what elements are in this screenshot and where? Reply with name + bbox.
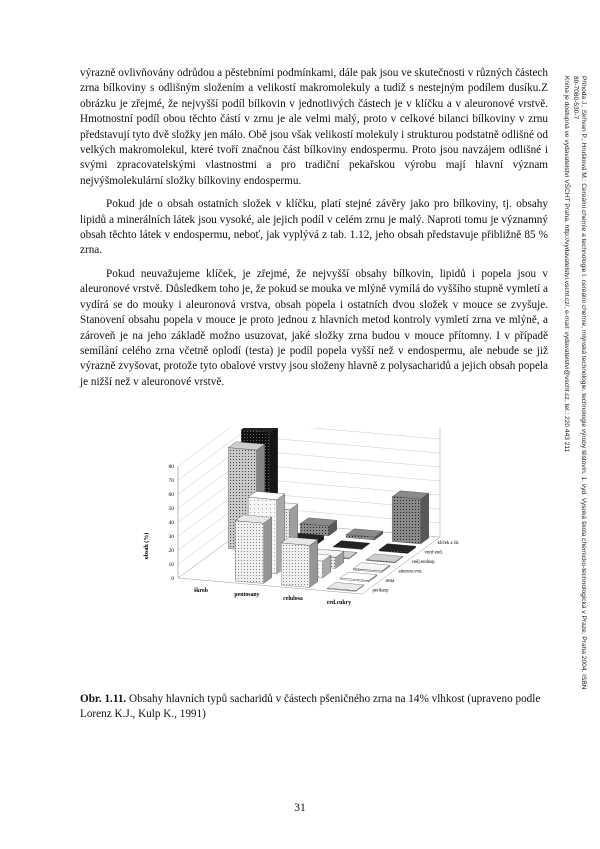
paragraph: Pokud jde o obsah ostatních složek v klíčku, platí stejné závěry jako pro bílkoviny, tj. obsahy lipidů a minerálních látek jsou vysoké, ale jejich podíl v celém zrnu je malý. Naproti tomu je významný obsah těchto látek v endospermu, neboť, jak vyplývá z tab. 1.12, jeho obsah představuje přibližně 85 % zrna. <box>80 198 548 257</box>
series-label: perikarp <box>372 588 389 594</box>
paragraph: výrazně ovlivňovány odrůdou a pěstebními podmínkami, dále pak jsou ve skutečnosti v různých částech zrna bílkoviny s odlišným složením a velikostí makromolekuly a tudíž s nestejným podílem dusíku.Z obrázku je zřejmé, že nejvyšší podíl bílkovin v jednotlivých částech je v klíčku a v aleuronové vrstvě. Hmotnostní podíl obou těchto částí v zrnu je ale velmi malý, proto v celkové bilanci bílkoviny v zrnu představují tyto dvě složky jen málo. Obě jsou však velikostí molekuly i strukturou podstatně odlišné od velkých makromolekul, které tvoří značnou část bílkoviny endospermu. Proto jsou navzájem odlišné i svými zpracovatelskými vlastnostmi a pro tradiční pekařskou výrobu mají hlavní význam nejvýšmolekulární složky bílkoviny endospermu. <box>80 67 548 187</box>
y-tick-label: 70 <box>168 478 174 484</box>
bar-perikarp-1 <box>235 515 272 584</box>
series-label: vněj.endosp. <box>411 559 436 565</box>
y-tick-label: 30 <box>168 534 174 540</box>
bar-kl-ek-a-it--1 <box>300 518 337 536</box>
side-note-line: Kniha je dostupná ve vydavatelství VŠCHT Praha, http://vydavatelstvi.vscht.cz/, e-mail: vydavatelstvi@vscht.cz, tel.: 220 443 211 <box>563 76 571 453</box>
y-axis-label: obsah (%) <box>144 532 150 560</box>
bar-kl-ek-a-it--3 <box>392 491 429 544</box>
series-label: vnitř.end. <box>424 550 443 556</box>
body-text <box>80 66 548 398</box>
figure-caption <box>80 692 548 723</box>
bar-perikarp-2 <box>281 537 318 587</box>
gridline <box>256 451 440 467</box>
y-tick-label: 80 <box>168 464 174 470</box>
side-note-line: Příhoda J., Skřivan P., Hrušková M.: Cereální chemie a technologie I. cereální chemie, mlýnská technologie, technologie výroby těstovin. 1. vyd. Vysoká škola chemicko-technologická v Praze, Praha 2004. ISBN <box>580 76 587 690</box>
gridline <box>256 428 440 439</box>
y-tick-label: 0 <box>171 576 174 582</box>
side-note-citation <box>562 76 587 791</box>
series-label: aleuron.vrst. <box>398 569 423 575</box>
chart-y-ticks <box>169 464 175 582</box>
category-label: celulosa <box>283 596 303 602</box>
figure-caption-text: Obsahy hlavních typů sacharidů v částech pšeničného zrna na 14% vlhkost (upraveno podle Lorenz K.J., Kulp K., 1991) <box>80 693 541 721</box>
series-label: klíček a šit. <box>437 540 460 546</box>
gridline <box>256 465 440 481</box>
page-number: 31 <box>294 802 306 814</box>
gridline <box>256 437 440 453</box>
paragraph: Pokud neuvažujeme klíček, je zřejmé, že nejvyšší obsahy bílkovin, lipidů i popela jsou v aleuronové vrstvě. Důsledkem toho je, že pokud se mouka ve mlýně vymílá do vyššího stupně vymletí a vydírá se do mouky i aleuronová vrstva, obsah popela i ostatních dvou složek v mouce se zvyšuje. Stanovení obsahu popela v mouce je proto jednou z hlavních metod kontroly vymletí zrna ve mlýně, a zároveň je na jeho základě možno usuzovat, jaké složky zrna budou v mouce přítomny. I v případě semílání celého zrna včetně oplodí (testa) je podíl popela vyšší než v endospermu, ale nebude se již výrazně zvyšovat, protože tyto obalové vrstvy jsou složeny hlavně z polysacharidů a jejich obsah popela je nižší než v aleuronové vrstvě. <box>80 267 548 388</box>
y-tick-label: 20 <box>168 548 174 554</box>
category-label: red.cukry <box>326 600 352 606</box>
category-label: škrob <box>193 588 209 594</box>
figure-caption-label: Obr. 1.11. <box>80 693 127 705</box>
y-tick-label: 10 <box>168 562 174 568</box>
side-note-line: 80-7080-530-7 <box>571 76 579 120</box>
bar-chart-3d <box>130 428 460 618</box>
y-tick-label: 40 <box>168 520 174 526</box>
series-label: testa <box>385 578 395 584</box>
y-tick-label: 60 <box>168 492 174 498</box>
y-tick-label: 50 <box>168 506 174 512</box>
category-label: pentosany <box>234 592 260 598</box>
